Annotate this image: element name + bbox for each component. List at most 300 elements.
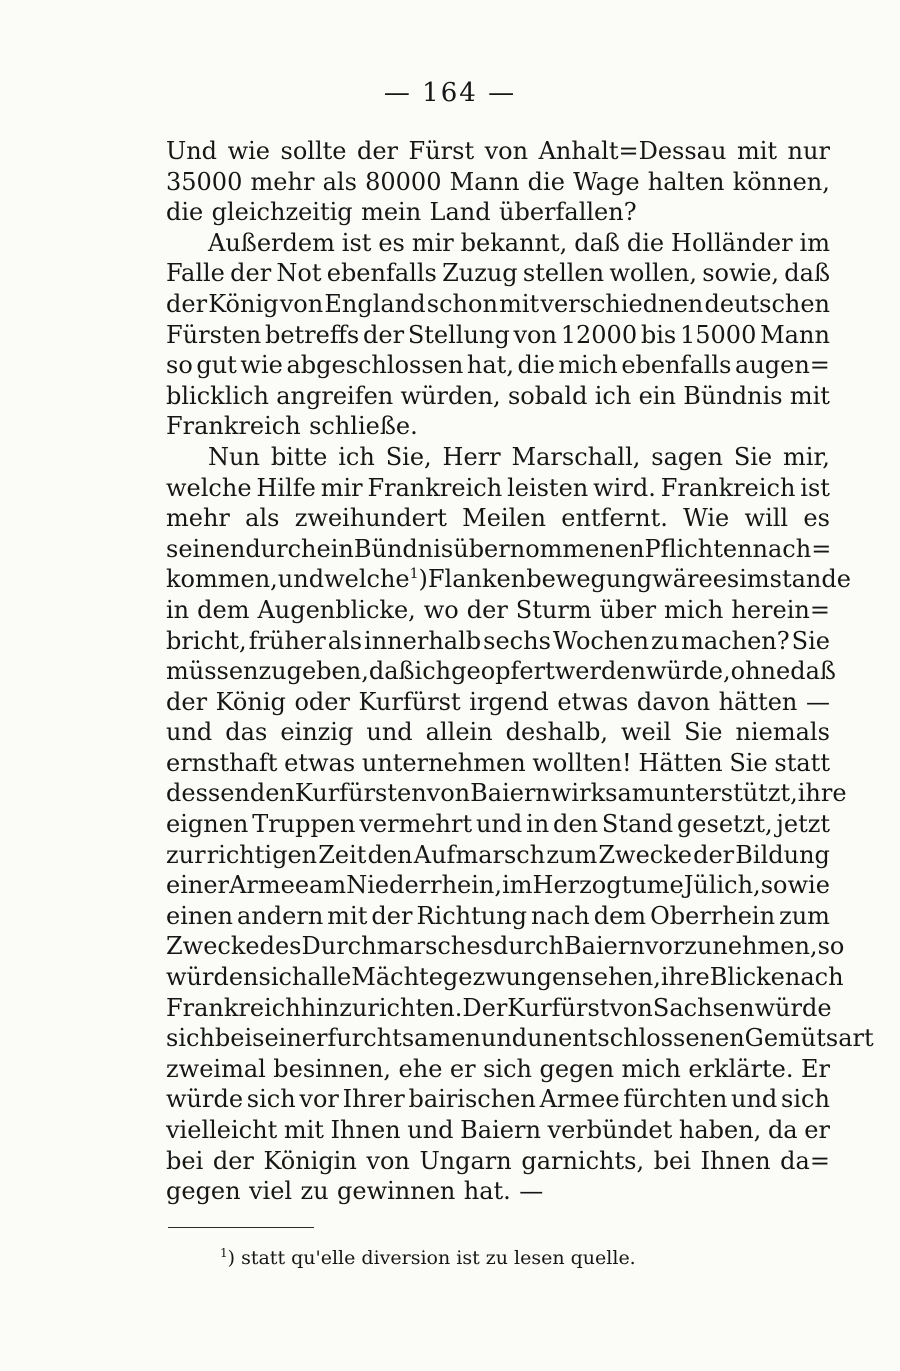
- word: mit: [736, 137, 778, 165]
- word: sich: [483, 1054, 532, 1083]
- word: König: [208, 289, 279, 318]
- word: Truppen: [252, 810, 356, 839]
- word: innerhalb: [364, 626, 482, 655]
- text-line: [166, 136, 830, 167]
- word: und: [731, 1085, 778, 1114]
- word: Zwecke: [598, 840, 692, 869]
- word: seinen: [166, 534, 246, 563]
- word: Frankreich: [367, 473, 503, 502]
- word: schließe.: [309, 412, 418, 441]
- word: sowie: [760, 871, 830, 900]
- word: mit: [789, 381, 830, 410]
- word: hat,: [466, 351, 514, 380]
- text-line: [166, 473, 830, 504]
- word: Wochen: [552, 626, 649, 655]
- word: und: [475, 810, 523, 839]
- word: daß: [784, 259, 830, 288]
- word: es: [712, 565, 740, 594]
- word: und: [166, 718, 213, 747]
- word: würden: [166, 963, 259, 992]
- word: verbündet: [547, 1116, 673, 1144]
- word: hätten: [718, 687, 798, 716]
- word: ein: [638, 381, 676, 410]
- word: Falle: [166, 259, 225, 288]
- word: wollten!: [532, 748, 632, 777]
- word: Außerdem: [208, 228, 335, 257]
- word: Niederrhein,: [346, 871, 503, 900]
- text-line: [166, 381, 830, 412]
- word: und: [480, 1024, 528, 1053]
- word: Mächte: [351, 963, 443, 992]
- word: 80000: [365, 167, 442, 196]
- word: unentschlossenen: [527, 1024, 745, 1053]
- word: Der: [462, 993, 508, 1022]
- word: ihre: [797, 779, 847, 808]
- word: betreffs: [264, 320, 360, 349]
- text-line: [166, 564, 851, 595]
- word: dem: [197, 595, 250, 624]
- word: sechs: [483, 626, 551, 655]
- text-line: [166, 1146, 830, 1177]
- word: vorzunehmen,: [644, 932, 818, 961]
- word: die: [626, 228, 665, 257]
- word: blicklich: [166, 381, 269, 410]
- word: Stellung: [407, 320, 510, 349]
- word: kommen,: [166, 565, 278, 594]
- word: der: [356, 137, 399, 165]
- word: fürchten: [623, 1085, 728, 1114]
- word: seiner: [252, 1024, 328, 1053]
- word: dem: [593, 901, 647, 930]
- word: im: [799, 228, 830, 257]
- footnote-divider: [168, 1227, 314, 1228]
- word: —: [519, 1177, 544, 1206]
- text-line: [166, 228, 830, 259]
- word: Augenblicke,: [257, 595, 416, 624]
- word: sobald: [507, 381, 588, 410]
- word: statt: [774, 748, 830, 777]
- word: ehe: [398, 1054, 443, 1083]
- word: schon: [426, 289, 498, 318]
- text-line: [166, 411, 830, 442]
- word: will: [744, 504, 789, 533]
- word: mehr: [250, 167, 315, 196]
- text-line: [166, 320, 830, 351]
- word: halten: [647, 167, 725, 196]
- text-line: [166, 626, 830, 657]
- word: bekannt,: [460, 228, 568, 257]
- word: sich: [781, 1085, 830, 1114]
- word: Herr: [442, 442, 501, 471]
- word: Bildung: [735, 840, 830, 869]
- word: sich: [246, 1085, 296, 1114]
- text-line: [166, 1054, 830, 1085]
- word: Blicke: [709, 963, 785, 992]
- word: über: [599, 595, 657, 624]
- word: die: [527, 167, 565, 196]
- word: unternehmen: [361, 748, 526, 777]
- word: Wage: [573, 167, 640, 196]
- word: sich: [166, 1024, 215, 1053]
- word: die: [166, 198, 204, 227]
- word: durch: [492, 932, 565, 961]
- word: da=: [780, 1146, 830, 1175]
- text-line: [166, 167, 830, 198]
- word: Mann: [760, 320, 830, 349]
- word: und: [366, 718, 413, 747]
- word: Kurfürst: [358, 687, 461, 716]
- word: wollen,: [609, 259, 697, 288]
- word: Not: [276, 259, 322, 288]
- text-line: [166, 656, 836, 687]
- word: hin: [300, 993, 340, 1022]
- word: etwas: [557, 687, 629, 716]
- word: Armee: [539, 1085, 620, 1114]
- word: Bündnis: [353, 534, 454, 563]
- word: Mann: [449, 167, 520, 196]
- body-text: [166, 136, 874, 1207]
- word: Und: [166, 137, 218, 165]
- word: daß: [368, 657, 415, 686]
- word: ist: [800, 473, 830, 502]
- word: nach: [784, 963, 844, 992]
- word: Ihnen: [330, 1116, 401, 1144]
- word: mir,: [783, 442, 830, 471]
- word: richtigen: [206, 840, 318, 869]
- word: zugeben,: [258, 657, 369, 686]
- word: von: [279, 289, 324, 318]
- text-line: [166, 289, 830, 320]
- word: würden,: [400, 381, 501, 410]
- word: Ihrer: [342, 1085, 405, 1114]
- word: wäre: [652, 565, 713, 594]
- word: Sie: [791, 626, 830, 655]
- word: würde,: [645, 657, 731, 686]
- word: sagen: [651, 442, 723, 471]
- word: gut: [196, 351, 237, 380]
- word: Frankreich: [166, 412, 301, 441]
- word: Oberrhein: [650, 901, 776, 930]
- word: so: [166, 351, 193, 380]
- word: Gemütsart: [744, 1024, 874, 1053]
- word: als: [327, 626, 363, 655]
- word: zweihundert: [294, 504, 447, 533]
- word: Frankreich: [660, 473, 796, 502]
- text-line: [166, 534, 830, 565]
- word: bei: [653, 1146, 691, 1175]
- word: irgend: [469, 687, 549, 716]
- word: Ungarn: [419, 1146, 512, 1175]
- word: sowie,: [702, 259, 780, 288]
- text-line: [166, 840, 830, 871]
- word: können,: [732, 167, 830, 196]
- word: Anhalt=Dessau: [538, 137, 727, 165]
- text-line: [166, 809, 830, 840]
- footnote-marker: 1: [220, 1246, 228, 1260]
- text-line: [166, 197, 830, 228]
- word: mich: [664, 595, 724, 624]
- word: gegen: [539, 1054, 615, 1083]
- word: nur: [787, 137, 830, 165]
- word: zum: [779, 901, 830, 930]
- word: als: [322, 167, 357, 196]
- text-line: [166, 1023, 874, 1054]
- word: als: [245, 504, 280, 533]
- footnote: [220, 1244, 636, 1272]
- word: Sachsen: [652, 993, 755, 1022]
- word: Sie: [684, 718, 723, 747]
- text-line: [166, 503, 830, 534]
- word: überfallen?: [499, 198, 637, 227]
- word: Er: [801, 1054, 830, 1083]
- word: der: [166, 289, 208, 318]
- word: 35000: [166, 167, 243, 196]
- word: mit: [283, 1116, 324, 1144]
- word: der: [371, 901, 413, 930]
- word: einer: [166, 871, 230, 900]
- word: des: [259, 932, 302, 961]
- word: übernommenen: [453, 534, 645, 563]
- word: gesetzt,: [676, 810, 773, 839]
- word: würde: [754, 993, 832, 1022]
- word: ein: [316, 534, 354, 563]
- page-number: — 164 —: [383, 78, 517, 108]
- word: der: [230, 259, 272, 288]
- word: $^1$): [409, 565, 428, 594]
- word: König: [215, 687, 286, 716]
- word: gegen: [166, 1177, 241, 1206]
- word: er: [804, 1116, 830, 1144]
- word: durch: [245, 534, 317, 563]
- word: bricht,: [166, 626, 247, 655]
- word: gleichzeitig: [211, 198, 353, 227]
- text-line: [166, 931, 845, 962]
- word: Sie: [729, 748, 768, 777]
- word: Frankreich: [166, 993, 301, 1022]
- word: Bündnis: [683, 381, 783, 410]
- word: daß: [790, 657, 836, 686]
- word: herein=: [731, 595, 830, 624]
- word: Pflichten: [644, 534, 753, 563]
- word: oder: [294, 687, 350, 716]
- word: mir: [411, 228, 454, 257]
- word: nach: [531, 901, 590, 930]
- word: zu: [651, 626, 680, 655]
- word: Baiern: [470, 779, 551, 808]
- text-line: [166, 687, 830, 718]
- word: Fürsten: [166, 320, 262, 349]
- word: Hilfe: [256, 473, 316, 502]
- word: entfernt.: [561, 504, 668, 533]
- word: Meilen: [462, 504, 546, 533]
- word: den: [553, 810, 599, 839]
- word: das: [225, 718, 268, 747]
- word: werden: [554, 657, 646, 686]
- text-line: [166, 717, 830, 748]
- text-line: [166, 595, 830, 626]
- word: gezwungen: [442, 963, 582, 992]
- word: ich: [414, 657, 452, 686]
- word: angreifen: [276, 381, 394, 410]
- word: Kurfürsten: [294, 779, 427, 808]
- text-line: [166, 1115, 830, 1146]
- word: Sie,: [385, 442, 432, 471]
- word: geopfert: [451, 657, 555, 686]
- word: ich: [338, 442, 375, 471]
- word: Sturm: [515, 595, 592, 624]
- word: welche: [166, 473, 252, 502]
- word: einzig: [280, 718, 354, 747]
- word: Ihnen: [700, 1146, 771, 1175]
- word: verschiednen: [540, 289, 704, 318]
- word: Herzogtume: [532, 871, 684, 900]
- word: Fürst: [408, 137, 475, 165]
- word: der: [693, 840, 735, 869]
- word: alle: [307, 963, 352, 992]
- word: früher: [248, 626, 326, 655]
- word: davon: [636, 687, 711, 716]
- word: von: [484, 137, 529, 165]
- word: daß: [574, 228, 620, 257]
- word: hat.: [463, 1177, 511, 1206]
- word: Zeit: [318, 840, 367, 869]
- footnote-text: ) statt qu'elle diversion ist zu lesen quelle.: [227, 1247, 636, 1269]
- word: der: [363, 320, 405, 349]
- word: abgeschlossen: [286, 351, 464, 380]
- word: zweimal: [166, 1054, 266, 1083]
- word: am: [309, 871, 347, 900]
- word: sollte: [280, 137, 347, 165]
- word: 15000: [679, 320, 757, 349]
- word: mich: [621, 1054, 681, 1083]
- word: im: [502, 871, 533, 900]
- word: mehr: [166, 504, 230, 533]
- word: von: [366, 1146, 410, 1175]
- word: Stand: [601, 810, 674, 839]
- word: mir: [320, 473, 363, 502]
- word: in: [526, 810, 550, 839]
- word: jetzt: [776, 810, 830, 839]
- word: bei: [166, 1146, 204, 1175]
- text-line: [166, 748, 830, 779]
- word: furchtsamen: [327, 1024, 481, 1053]
- word: und: [407, 1116, 454, 1144]
- word: Armee: [229, 871, 310, 900]
- word: ebenfalls: [621, 351, 732, 380]
- word: Baiern: [564, 932, 645, 961]
- word: ich: [594, 381, 632, 410]
- word: den: [249, 779, 295, 808]
- text-line: [166, 962, 844, 993]
- word: Sie: [733, 442, 773, 471]
- word: Zwecke: [166, 932, 260, 961]
- word: welche: [324, 565, 410, 594]
- word: der: [166, 687, 208, 716]
- word: viel: [248, 1177, 293, 1206]
- word: —: [805, 687, 830, 716]
- word: 12000: [560, 320, 638, 349]
- word: richten.: [367, 993, 463, 1022]
- word: mit: [499, 289, 540, 318]
- word: etwas: [284, 748, 356, 777]
- word: mein: [361, 198, 422, 227]
- word: da: [767, 1116, 798, 1144]
- word: zur: [166, 840, 206, 869]
- word: dessen: [166, 779, 250, 808]
- word: Richtung: [416, 901, 528, 930]
- word: Königin: [263, 1146, 357, 1175]
- word: würde: [166, 1085, 244, 1114]
- word: haben,: [678, 1116, 762, 1144]
- word: ihre: [660, 963, 710, 992]
- word: von: [426, 779, 471, 808]
- text-line: [166, 350, 830, 381]
- text-line: [166, 778, 847, 809]
- word: deutschen: [704, 289, 830, 318]
- word: wie: [227, 137, 270, 165]
- word: sehen,: [581, 963, 661, 992]
- word: von: [609, 993, 653, 1022]
- word: erklärte.: [688, 1054, 794, 1083]
- word: Zuzug: [442, 259, 518, 288]
- word: von: [513, 320, 557, 349]
- word: mich: [558, 351, 618, 380]
- word: ebenfalls: [326, 259, 437, 288]
- word: weil: [621, 718, 672, 747]
- word: bei: [214, 1024, 253, 1053]
- word: Wie: [683, 504, 730, 533]
- word: einen: [166, 901, 233, 930]
- word: die: [517, 351, 555, 380]
- word: Jülich,: [683, 871, 761, 900]
- text-line: [166, 258, 830, 289]
- text-line: [166, 901, 830, 932]
- word: machen?: [681, 626, 790, 655]
- word: er: [449, 1054, 476, 1083]
- word: Durchmarsches: [301, 932, 493, 961]
- word: Holländer: [671, 228, 793, 257]
- word: garnichts,: [521, 1146, 645, 1175]
- word: müssen: [166, 657, 259, 686]
- word: der: [466, 595, 508, 624]
- word: bitte: [270, 442, 328, 471]
- word: Land: [429, 198, 491, 227]
- word: Kurfürst: [507, 993, 610, 1022]
- word: es: [803, 504, 830, 533]
- word: andern: [237, 901, 324, 930]
- word: besinnen,: [273, 1054, 392, 1083]
- word: Marschall,: [511, 442, 641, 471]
- word: eignen: [166, 810, 249, 839]
- word: niemals: [735, 718, 830, 747]
- text-line: [166, 1084, 830, 1115]
- word: zu: [339, 993, 368, 1022]
- word: vermehrt: [359, 810, 473, 839]
- word: in: [166, 595, 190, 624]
- word: ernsthaft: [166, 748, 278, 777]
- word: augen=: [735, 351, 830, 380]
- word: so: [817, 932, 845, 961]
- word: wird.: [593, 473, 656, 502]
- word: Nun: [208, 442, 260, 471]
- word: vor: [299, 1085, 339, 1114]
- text-line: [166, 993, 830, 1024]
- word: bairischen: [408, 1085, 536, 1114]
- word: Baiern: [460, 1116, 541, 1144]
- word: Flankenbewegung: [427, 565, 653, 594]
- text-line: [166, 870, 830, 901]
- word: der: [212, 1146, 254, 1175]
